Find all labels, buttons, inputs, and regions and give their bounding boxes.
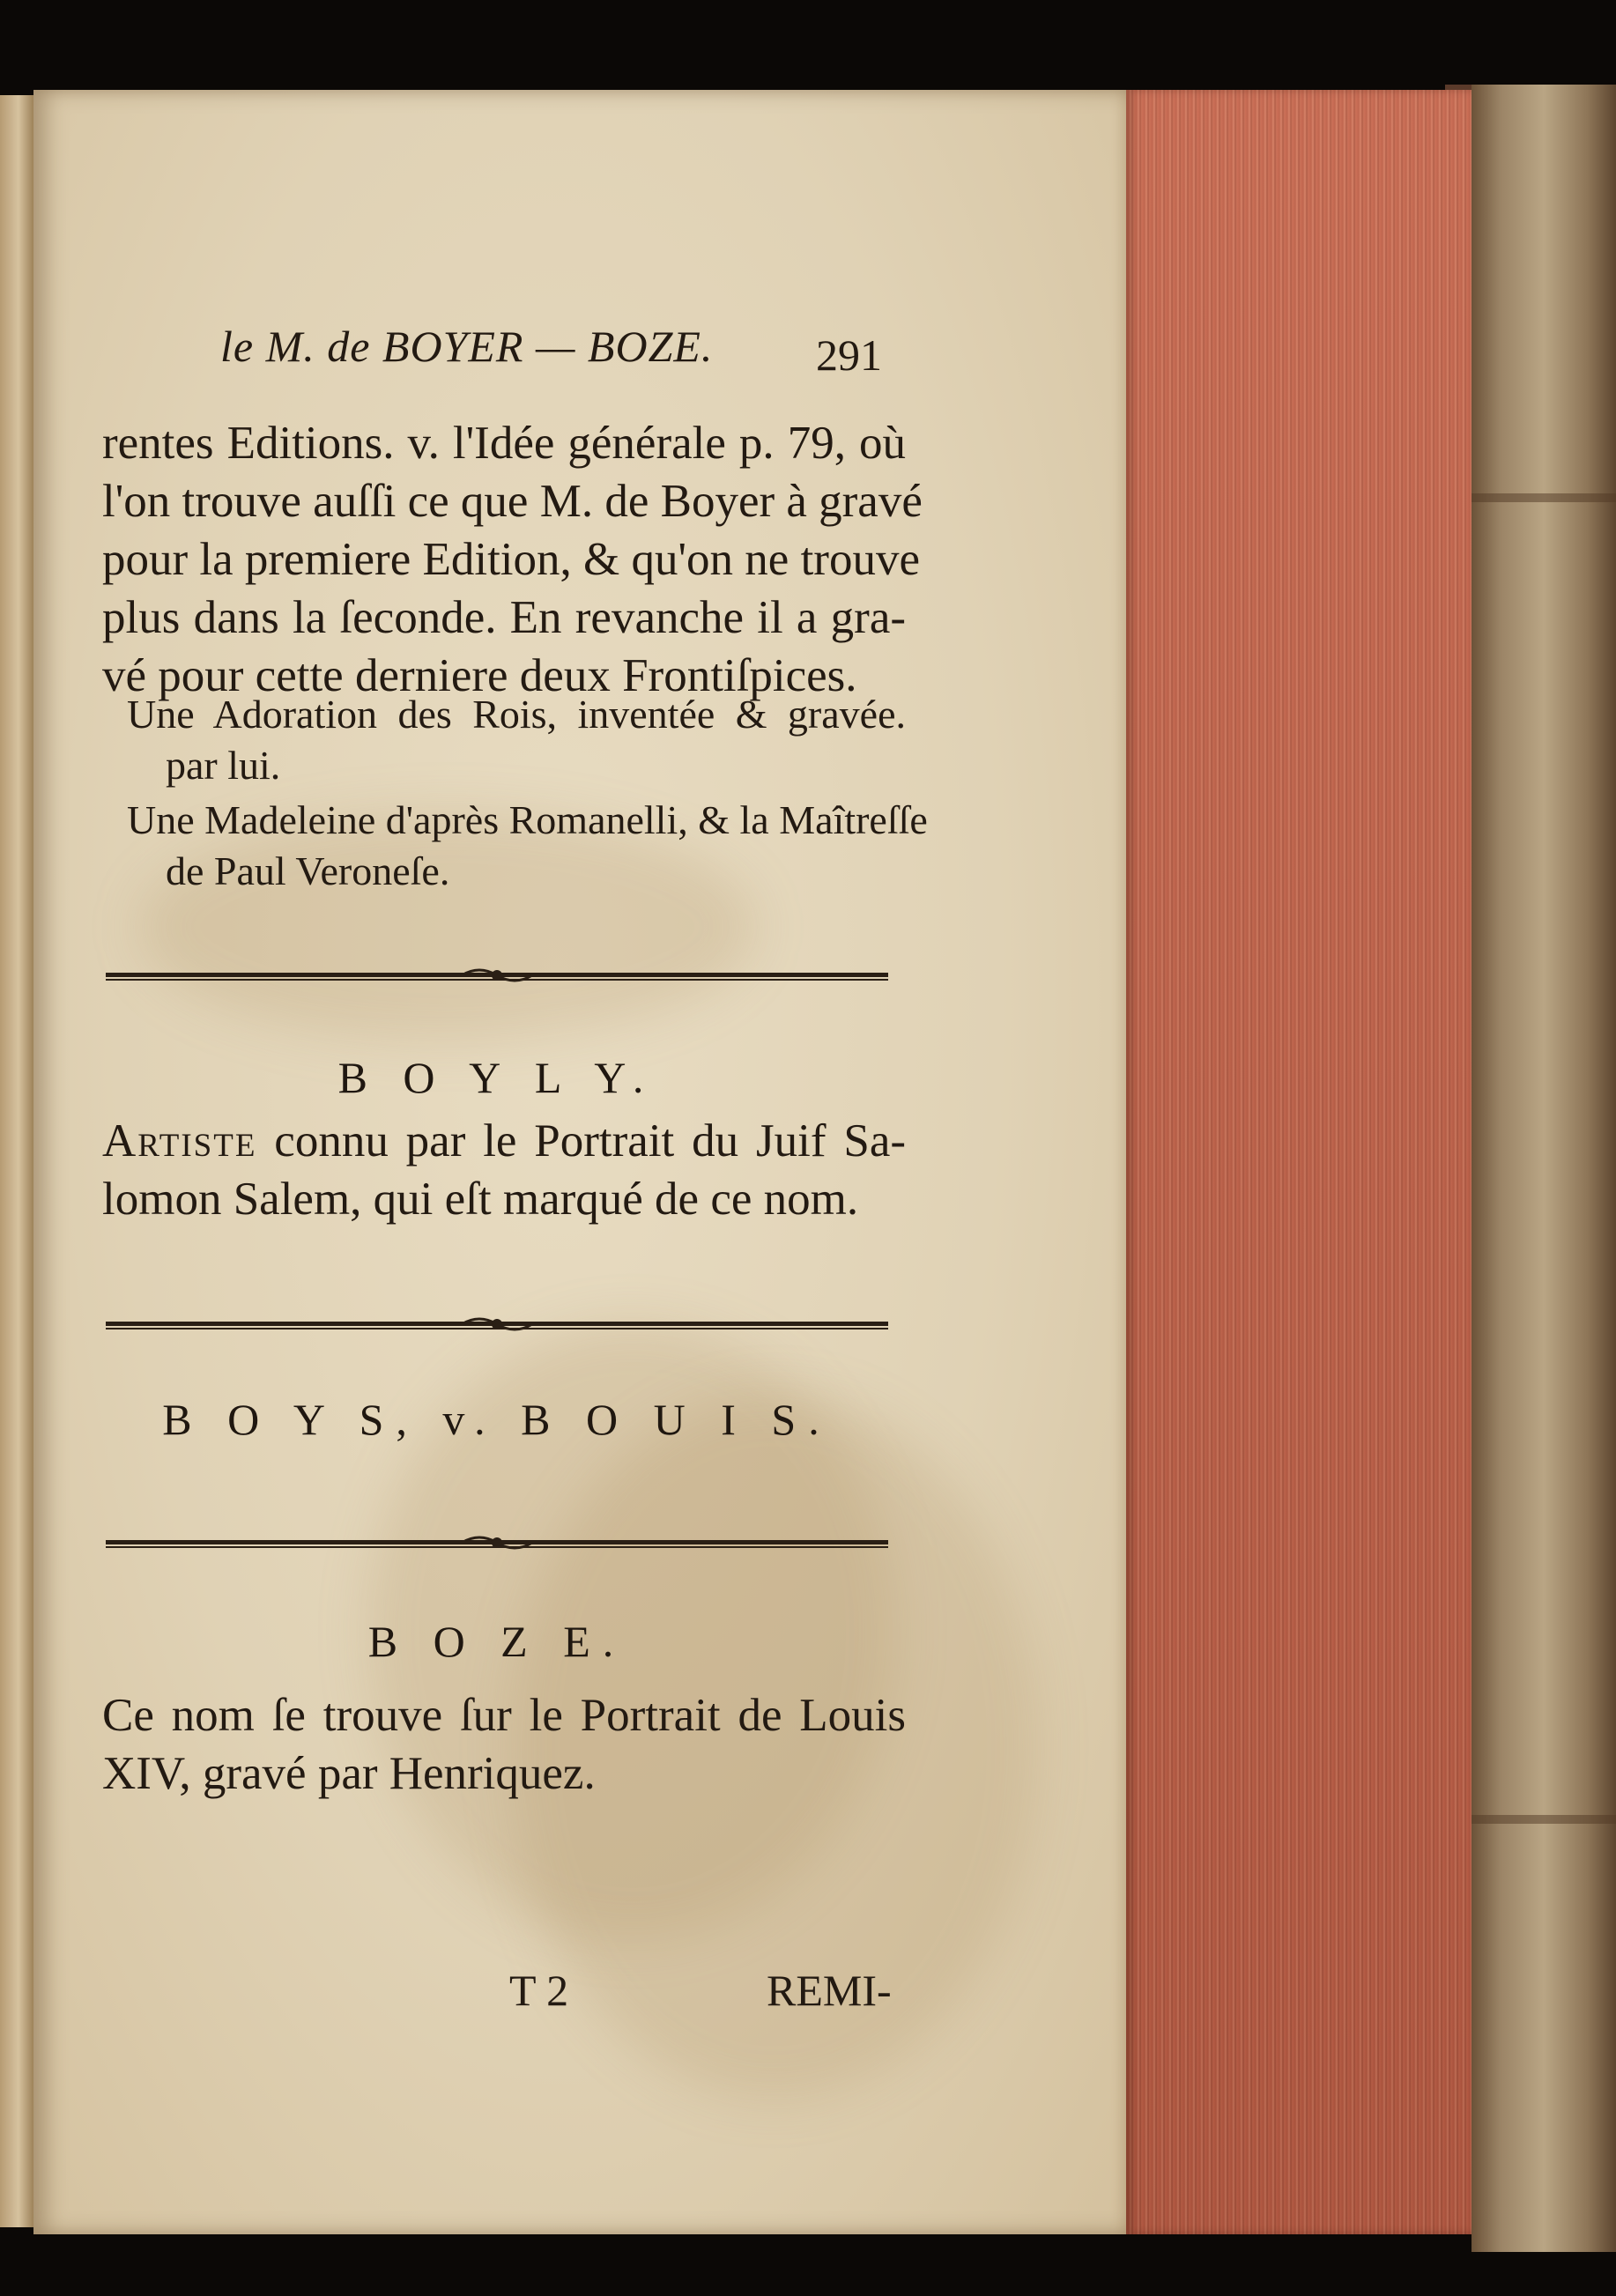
signature-mark: T 2: [509, 1966, 569, 2015]
book-cover-binding: [1471, 85, 1616, 2252]
text-line: Une Madeleine d'après Romanelli, & la Maîtreſſe: [127, 797, 928, 842]
text-line: Ce nom ſe trouve ſur le Portrait de Louis: [102, 1690, 906, 1741]
boyly-paragraph: [102, 1112, 906, 1228]
catchword: REMI-: [767, 1966, 892, 2015]
page-291: [33, 90, 1126, 2234]
binding-band: [1471, 1815, 1616, 1824]
ornamental-rule: [106, 1535, 888, 1551]
text-line: de Paul Veroneſe.: [166, 848, 450, 893]
text-line: XIV, gravé par Henriquez.: [102, 1748, 596, 1799]
text-line: Une Adoration des Rois, inventée & gravée.: [127, 692, 906, 737]
entry-heading-boyly: B O Y L Y.: [337, 1053, 656, 1102]
text-line: lomon Salem, qui eſt marqué de ce nom.: [102, 1174, 859, 1225]
entry-madeleine: [127, 795, 928, 897]
boze-paragraph: [102, 1686, 906, 1803]
text-line: l'on trouve auſſi ce que M. de Boyer à gravé: [102, 476, 923, 527]
text-line: vé pour cette derniere deux Frontiſpices.: [102, 650, 857, 701]
text-run: connu par le Portrait du Juif Sa-: [256, 1115, 906, 1167]
entry-heading-boze: B O Z E.: [367, 1617, 626, 1666]
ornamental-rule: [106, 1316, 888, 1332]
intro-paragraph: [102, 414, 923, 705]
binding-band: [1471, 493, 1616, 502]
entry-lead-word: Artiste: [102, 1115, 257, 1167]
ornamental-rule: [106, 967, 888, 983]
text-line: plus dans la ſeconde. En revanche il a gra-: [102, 592, 906, 643]
text-line: [102, 1112, 906, 1170]
text-line: rentes Editions. v. l'Idée générale p. 79, où: [102, 418, 906, 469]
text-line: par lui.: [166, 743, 281, 788]
facing-page-edge: [0, 95, 33, 2227]
red-fore-edge: [1126, 90, 1471, 2234]
text-line: pour la premiere Edition, & qu'on ne trouve: [102, 534, 920, 585]
entry-adoration: [127, 689, 906, 791]
running-head: le M. de BOYER — BOZE.: [220, 322, 714, 371]
page-number: 291: [816, 330, 882, 380]
entry-heading-boys: B O Y S, v. B O U I S.: [162, 1395, 832, 1444]
